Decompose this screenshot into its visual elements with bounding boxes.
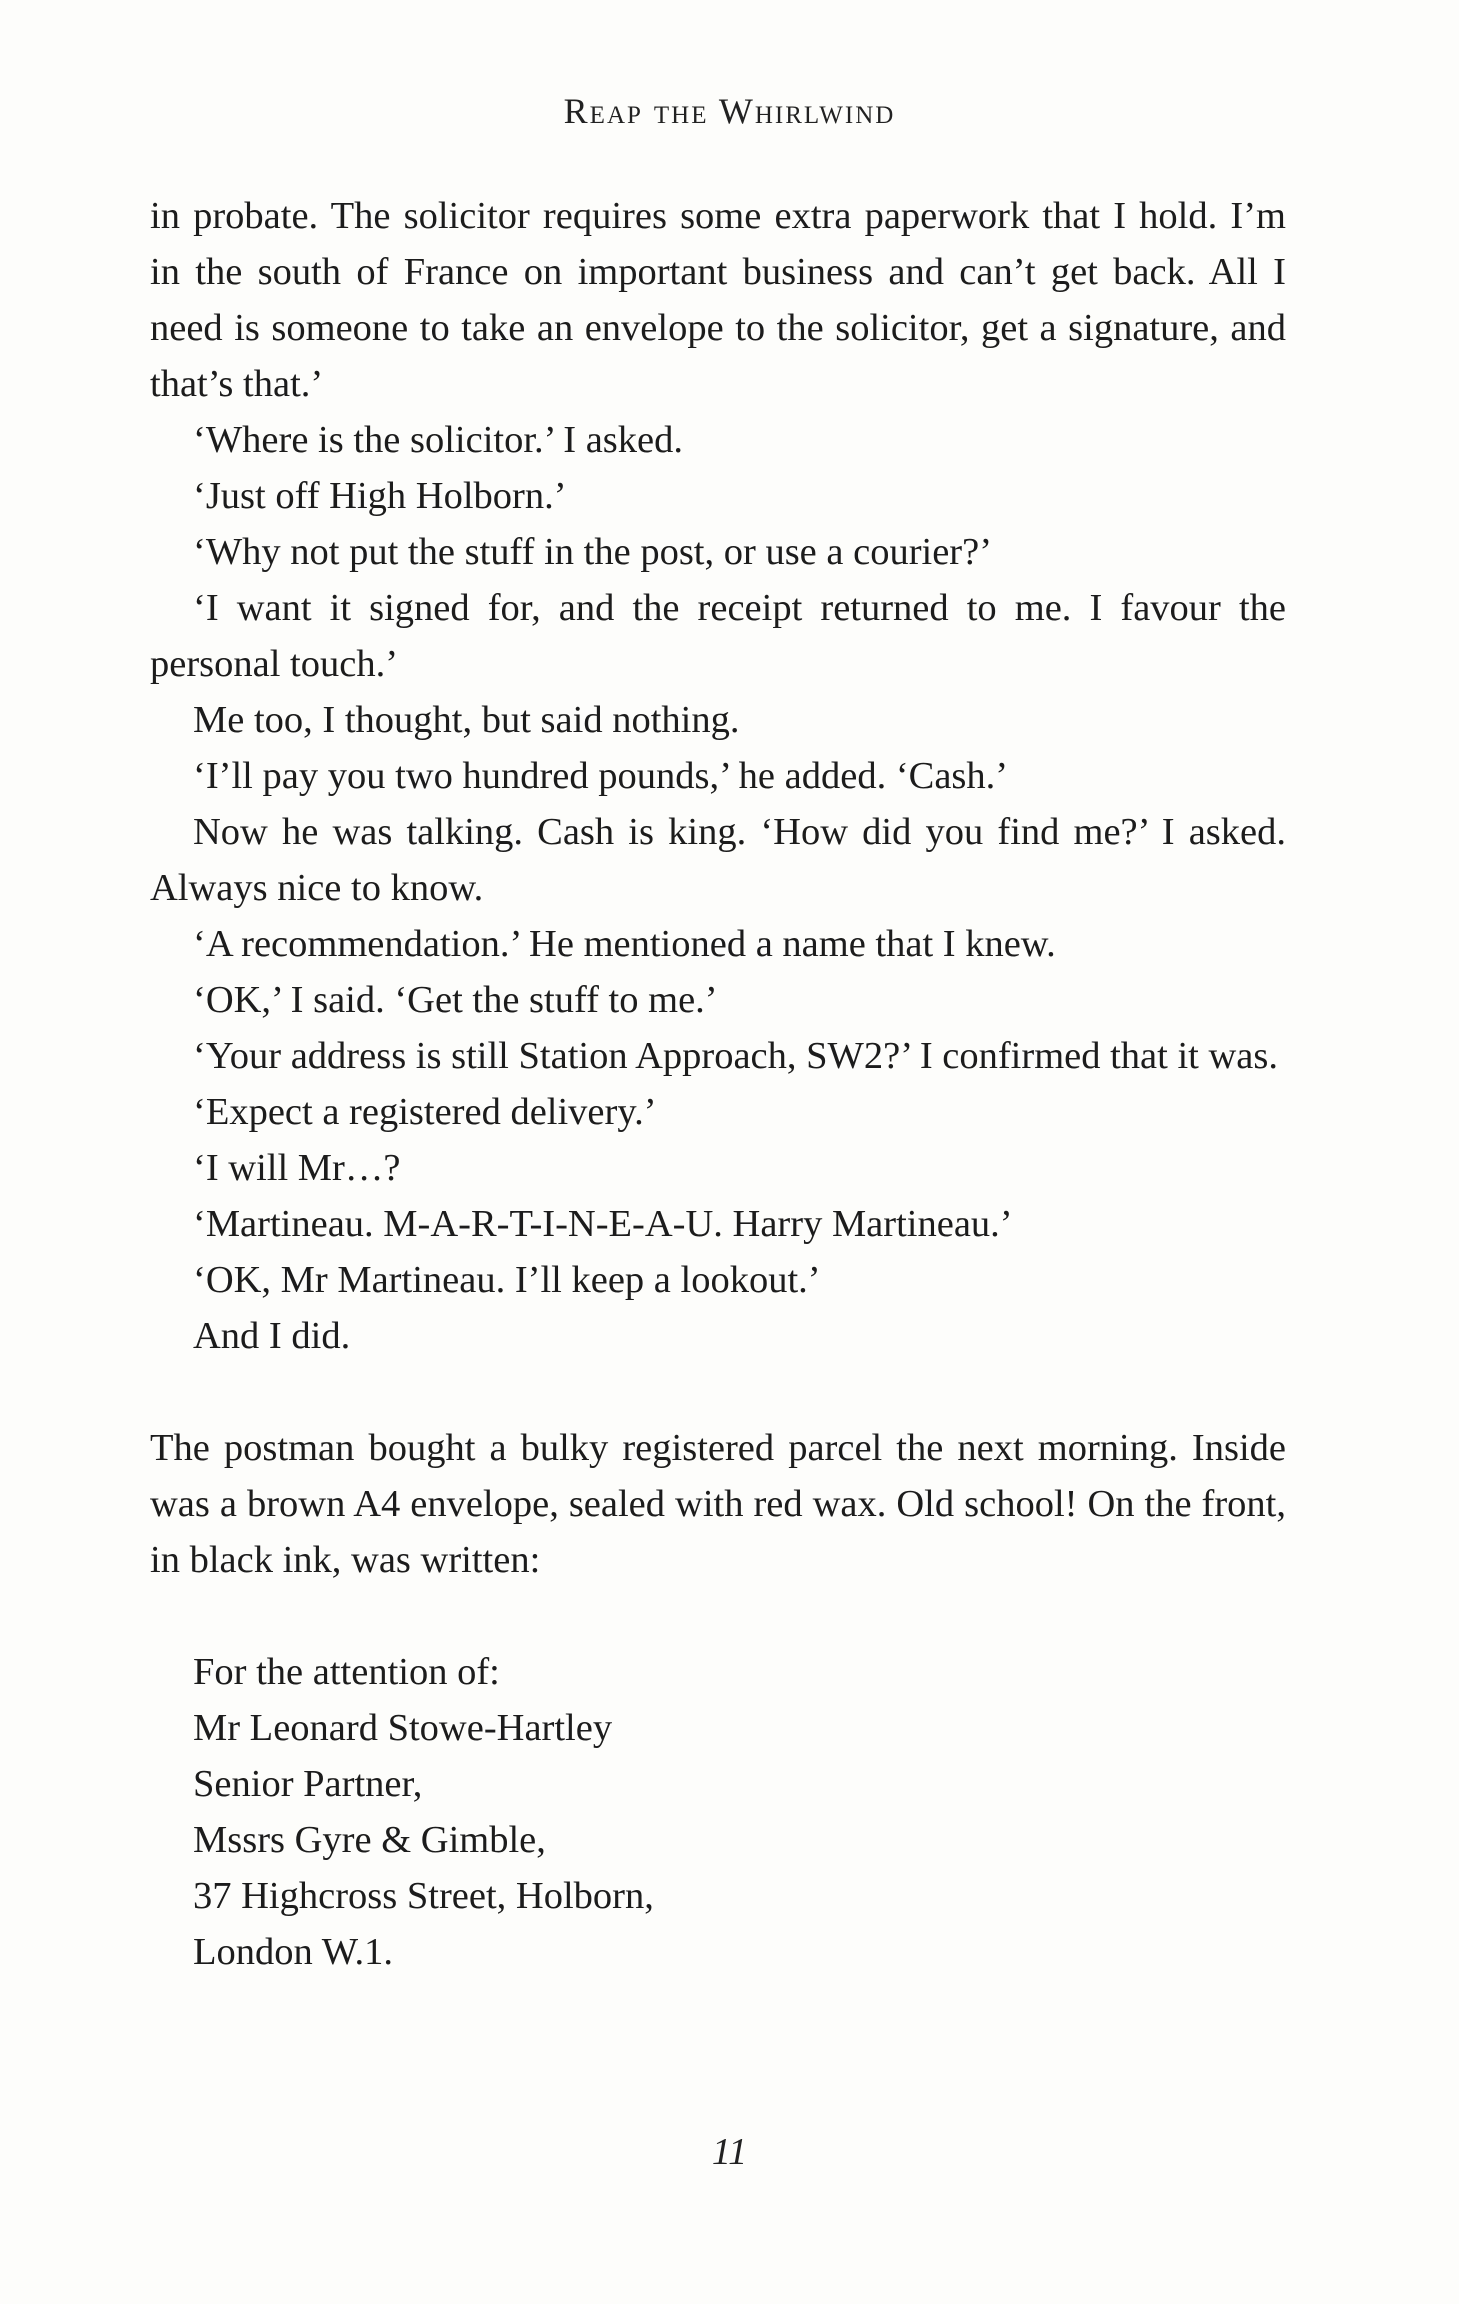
paragraph: ‘Just off High Holborn.’ bbox=[193, 475, 567, 517]
section-break bbox=[150, 1364, 1286, 1420]
paragraph: ‘Why not put the stuff in the post, or use a courier?’ bbox=[193, 531, 993, 573]
paragraph: ‘I will Mr…? bbox=[193, 1147, 401, 1189]
address-line: Senior Partner, bbox=[193, 1763, 423, 1805]
paragraph: ‘OK, Mr Martineau. I’ll keep a lookout.’ bbox=[193, 1259, 821, 1301]
paragraph: Now he was talking. Cash is king. ‘How did you find me?’ I asked. Always nice to know. bbox=[150, 811, 1286, 909]
page-number: 11 bbox=[711, 2131, 748, 2173]
paragraph: ‘Martineau. M-A-R-T-I-N-E-A-U. Harry Martineau.’ bbox=[193, 1203, 1013, 1245]
section-paragraph: The postman bought a bulky registered parcel the next morning. Inside was a brown A4 envelope, sealed with red wax. Old school! On the front, in black ink, was written: bbox=[150, 1427, 1286, 1581]
paragraph: in probate. The solicitor requires some extra paperwork that I hold. I’m in the south of France on important business and can’t get back. All I need is someone to take an envelope to the solicitor, get a signature, and that’s that.’ bbox=[150, 195, 1286, 405]
address-line: Mssrs Gyre & Gimble, bbox=[193, 1819, 546, 1861]
address-line: 37 Highcross Street, Holborn, bbox=[193, 1875, 654, 1917]
paragraph: ‘Your address is still Station Approach, SW2?’ I confirmed that it was. bbox=[193, 1035, 1278, 1077]
paragraph: ‘Where is the solicitor.’ I asked. bbox=[193, 419, 683, 461]
address-block bbox=[150, 1644, 1286, 1980]
paragraph: ‘I want it signed for, and the receipt returned to me. I favour the personal touch.’ bbox=[150, 587, 1286, 685]
paragraph: Me too, I thought, but said nothing. bbox=[193, 699, 740, 741]
body-text bbox=[150, 188, 1286, 1980]
address-line: Mr Leonard Stowe-Hartley bbox=[193, 1707, 613, 1749]
paragraph: ‘A recommendation.’ He mentioned a name that I knew. bbox=[193, 923, 1056, 965]
paragraph: ‘Expect a registered delivery.’ bbox=[193, 1091, 657, 1133]
address-line: London W.1. bbox=[193, 1931, 394, 1973]
address-line: For the attention of: bbox=[193, 1651, 500, 1693]
paragraph: ‘OK,’ I said. ‘Get the stuff to me.’ bbox=[193, 979, 718, 1021]
paragraph: And I did. bbox=[193, 1315, 351, 1357]
paragraph: ‘I’ll pay you two hundred pounds,’ he added. ‘Cash.’ bbox=[193, 755, 1009, 797]
running-head: Reap the Whirlwind bbox=[563, 91, 896, 131]
block-spacer bbox=[150, 1588, 1286, 1644]
